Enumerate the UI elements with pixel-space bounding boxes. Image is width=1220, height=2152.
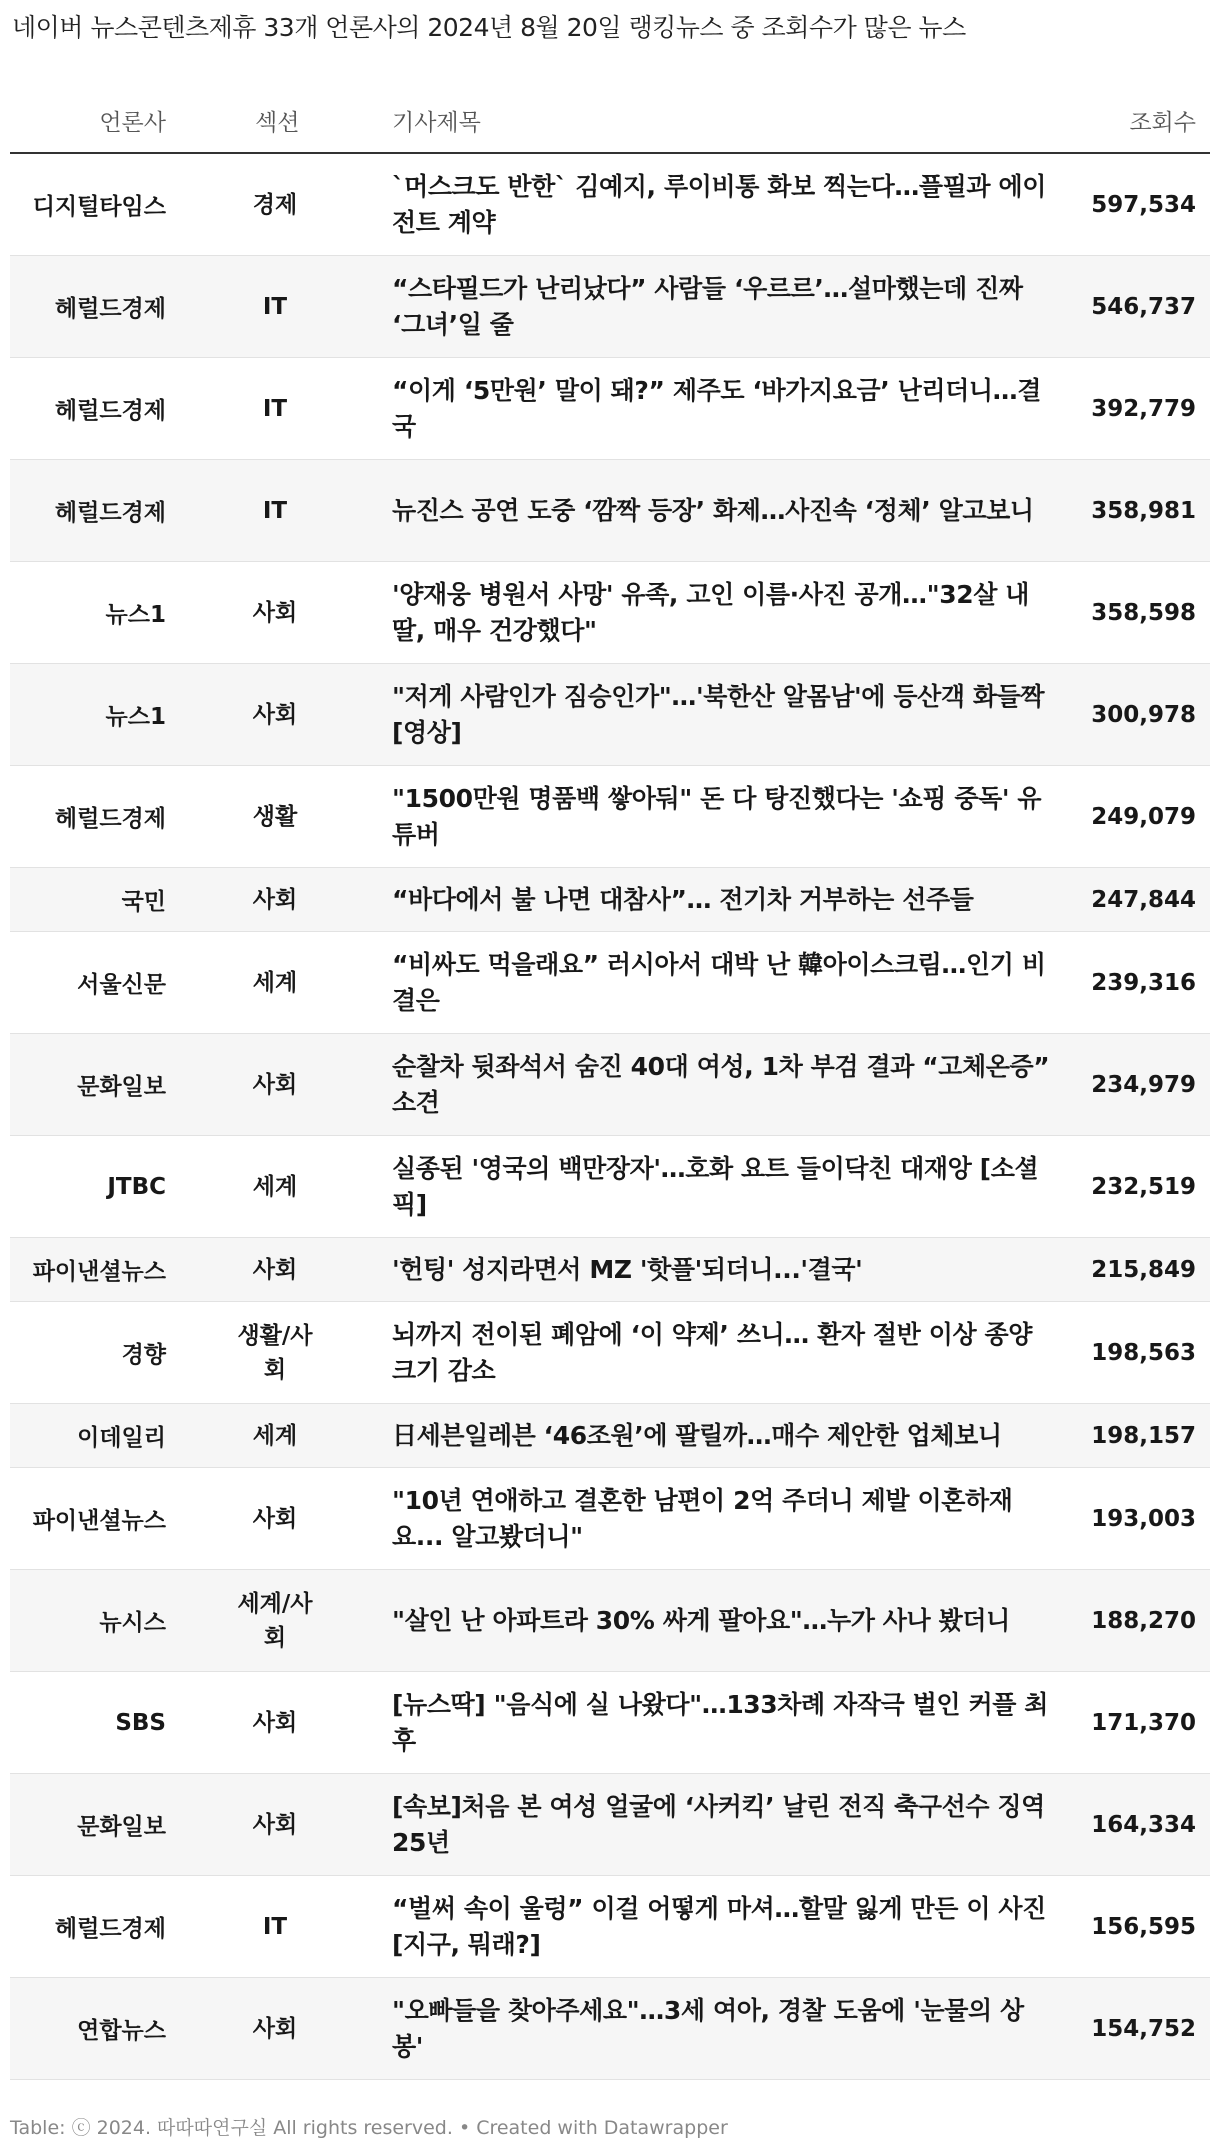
headline-cell: [뉴스딱] "음식에 실 나왔다"…133차례 자작극 벌인 커플 최후 xyxy=(392,1689,1049,1755)
section-cell: IT xyxy=(262,497,288,524)
section-cell: 사회 xyxy=(252,886,298,913)
table-row xyxy=(10,1404,1210,1468)
section-cell: 사회 xyxy=(252,1811,298,1838)
headline-cell: "저게 사람인가 짐승인가"…'북한산 알몸남'에 등산객 화들짝[영상] xyxy=(392,681,1045,747)
headline-cell: '양재웅 병원서 사망' 유족, 고인 이름·사진 공개…"32살 내 딸, 매우 건강했다" xyxy=(392,579,1030,645)
press-cell: 헤럴드경제 xyxy=(54,296,166,322)
press-cell: 연합뉴스 xyxy=(77,2018,166,2044)
press-cell: 국민 xyxy=(121,889,166,915)
table-row xyxy=(10,1774,1210,1876)
views-cell: 215,849 xyxy=(1091,1256,1196,1283)
table-row xyxy=(10,1034,1210,1136)
section-cell: 세계 xyxy=(252,1173,298,1200)
section-cell: 세계/사회 xyxy=(237,1590,313,1651)
headline-cell: "살인 난 아파트라 30% 싸게 팔아요"…누가 사나 봤더니 xyxy=(392,1605,1010,1635)
section-cell: 사회 xyxy=(252,599,298,626)
table-row xyxy=(10,460,1210,562)
headline-cell: “스타필드가 난리났다” 사람들 ‘우르르’…설마했는데 진짜 ‘그녀’일 줄 xyxy=(392,273,1023,339)
press-cell: 문화일보 xyxy=(77,1074,166,1100)
views-cell: 239,316 xyxy=(1091,969,1196,996)
section-cell: 사회 xyxy=(252,1071,298,1098)
table-row xyxy=(10,154,1210,256)
headline-cell: 뉴진스 공연 도중 ‘깜짝 등장’ 화제…사진속 ‘정체’ 알고보니 xyxy=(392,495,1034,525)
headline-cell: 日세븐일레븐 ‘46조원’에 팔릴까…매수 제안한 업체보니 xyxy=(392,1420,1002,1450)
press-cell: 문화일보 xyxy=(77,1814,166,1840)
section-cell: 세계 xyxy=(252,969,298,996)
table-row xyxy=(10,562,1210,664)
views-cell: 358,598 xyxy=(1091,599,1196,626)
section-cell: 사회 xyxy=(252,2015,298,2042)
section-cell: 경제 xyxy=(252,191,298,218)
headline-cell: "오빠들을 찾아주세요"…3세 여아, 경찰 도움에 '눈물의 상봉' xyxy=(392,1995,1024,2061)
press-cell: 헤럴드경제 xyxy=(54,398,166,424)
ranking-table xyxy=(10,90,1210,2080)
press-cell: 뉴스1 xyxy=(105,704,166,730)
views-cell: 171,370 xyxy=(1091,1709,1196,1736)
press-cell: 뉴스1 xyxy=(105,602,166,628)
table-row xyxy=(10,664,1210,766)
column-header-headline[interactable]: 기사제목 xyxy=(392,110,481,136)
press-cell: 헤럴드경제 xyxy=(54,1916,166,1942)
headline-cell: "10년 연애하고 결혼한 남편이 2억 주더니 제발 이혼하재요... 알고봤더니" xyxy=(392,1485,1013,1551)
section-cell: 사회 xyxy=(252,1505,298,1532)
press-cell: 헤럴드경제 xyxy=(54,806,166,832)
table-row xyxy=(10,1570,1210,1672)
table-row xyxy=(10,1876,1210,1978)
press-cell: 디지털타임스 xyxy=(32,194,166,220)
table-row xyxy=(10,1238,1210,1302)
press-cell: 파이낸셜뉴스 xyxy=(32,1508,166,1534)
headline-cell: “바다에서 불 나면 대참사”… 전기차 거부하는 선주들 xyxy=(392,884,974,914)
table-row xyxy=(10,1468,1210,1570)
table-row xyxy=(10,1136,1210,1238)
table-row xyxy=(10,932,1210,1034)
headline-cell: [속보]처음 본 여성 얼굴에 ‘사커킥’ 날린 전직 축구선수 징역 25년 xyxy=(392,1791,1045,1857)
views-cell: 198,157 xyxy=(1091,1422,1196,1449)
headline-cell: “비싸도 먹을래요” 러시아서 대박 난 韓아이스크림…인기 비결은 xyxy=(392,949,1046,1015)
section-cell: 사회 xyxy=(252,701,298,728)
views-cell: 188,270 xyxy=(1091,1607,1196,1634)
section-cell: IT xyxy=(262,293,288,320)
table-row xyxy=(10,1978,1210,2080)
press-cell: 이데일리 xyxy=(77,1425,166,1451)
views-cell: 232,519 xyxy=(1091,1173,1196,1200)
views-cell: 198,563 xyxy=(1091,1339,1196,1366)
views-cell: 156,595 xyxy=(1091,1913,1196,1940)
views-cell: 546,737 xyxy=(1091,293,1196,320)
views-cell: 597,534 xyxy=(1091,191,1196,218)
views-cell: 154,752 xyxy=(1091,2015,1196,2042)
column-header-views[interactable]: 조회수 xyxy=(1129,110,1196,136)
table-row xyxy=(10,868,1210,932)
table-row xyxy=(10,766,1210,868)
headline-cell: “이게 ‘5만원’ 말이 돼?” 제주도 ‘바가지요금’ 난리더니…결국 xyxy=(392,375,1041,441)
column-header-press[interactable]: 언론사 xyxy=(99,110,166,136)
table-row xyxy=(10,1302,1210,1404)
views-cell: 234,979 xyxy=(1091,1071,1196,1098)
press-cell: 뉴시스 xyxy=(99,1610,166,1636)
section-cell: IT xyxy=(262,395,288,422)
press-cell: JTBC xyxy=(107,1173,166,1200)
press-cell: 경향 xyxy=(121,1342,166,1368)
views-cell: 193,003 xyxy=(1091,1505,1196,1532)
section-cell: 사회 xyxy=(252,1709,298,1736)
section-cell: 세계 xyxy=(252,1422,298,1449)
press-cell: 파이낸셜뉴스 xyxy=(32,1259,166,1285)
headline-cell: "1500만원 명품백 쌓아둬" 돈 다 탕진했다는 '쇼핑 중독' 유튜버 xyxy=(392,783,1042,849)
headline-cell: 순찰차 뒷좌석서 숨진 40대 여성, 1차 부검 결과 “고체온증” 소견 xyxy=(392,1051,1050,1117)
headline-cell: '헌팅' 성지라면서 MZ '핫플'되더니...'결국' xyxy=(392,1254,863,1284)
section-cell: 사회 xyxy=(252,1256,298,1283)
headline-cell: “벌써 속이 울렁” 이걸 어떻게 마셔…할말 잃게 만든 이 사진 [지구, 뭐래?] xyxy=(392,1893,1046,1959)
table-header xyxy=(10,90,1210,154)
headline-cell: 뇌까지 전이된 폐암에 ‘이 약제’ 쓰니… 환자 절반 이상 종양 크기 감소 xyxy=(392,1319,1033,1385)
table-row xyxy=(10,1672,1210,1774)
section-cell: IT xyxy=(262,1913,288,1940)
table-row xyxy=(10,358,1210,460)
views-cell: 300,978 xyxy=(1091,701,1196,728)
page-title: 네이버 뉴스콘텐츠제휴 33개 언론사의 2024년 8월 20일 랭킹뉴스 중 조회수가 많은 뉴스 xyxy=(12,13,966,42)
headline-cell: `머스크도 반한` 김예지, 루이비통 화보 찍는다…플필과 에이전트 계약 xyxy=(392,171,1046,237)
views-cell: 247,844 xyxy=(1091,886,1196,913)
views-cell: 392,779 xyxy=(1091,395,1196,422)
section-cell: 생활/사회 xyxy=(237,1322,313,1383)
views-cell: 249,079 xyxy=(1091,803,1196,830)
table-row xyxy=(10,256,1210,358)
press-cell: 헤럴드경제 xyxy=(54,500,166,526)
column-header-section[interactable]: 섹션 xyxy=(255,110,300,136)
table-footer: Table: ⓒ 2024. 따따따연구실 All rights reserved. • Created with Datawrapper xyxy=(10,2117,728,2139)
views-cell: 358,981 xyxy=(1091,497,1196,524)
press-cell: SBS xyxy=(115,1709,166,1736)
press-cell: 서울신문 xyxy=(77,972,166,998)
headline-cell: 실종된 '영국의 백만장자'…호화 요트 들이닥친 대재앙 [소셜픽] xyxy=(392,1153,1039,1219)
views-cell: 164,334 xyxy=(1091,1811,1196,1838)
section-cell: 생활 xyxy=(252,803,298,830)
